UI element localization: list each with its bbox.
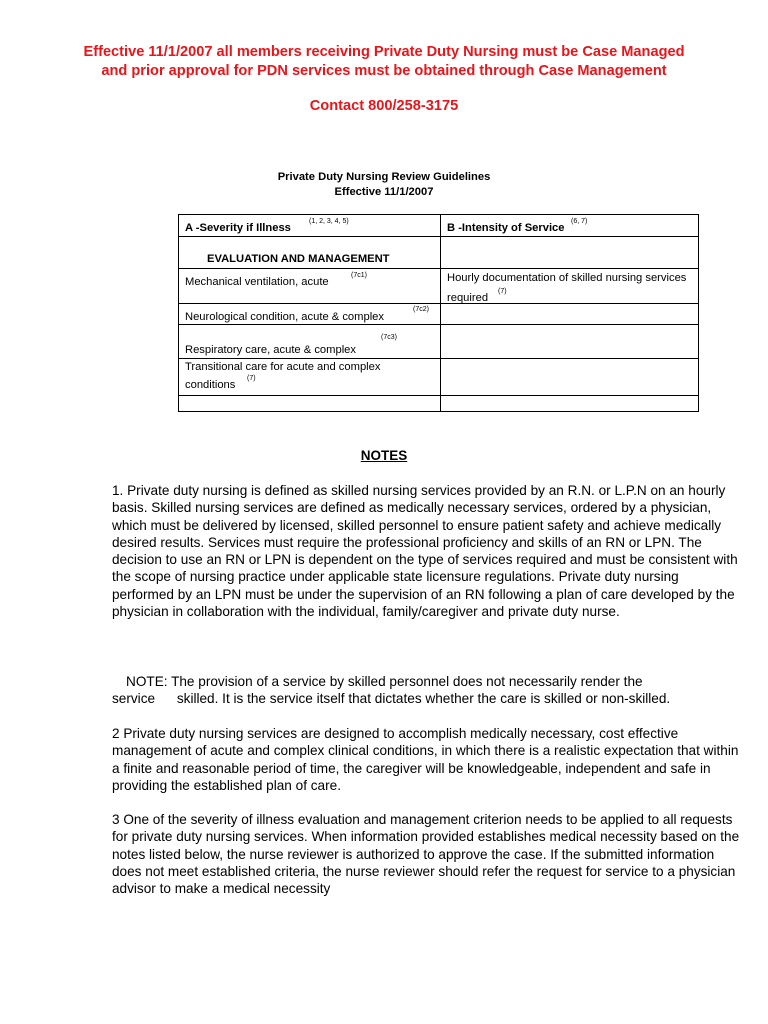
empty-cell	[441, 396, 699, 412]
criterion-ref: (7c2)	[413, 306, 429, 313]
empty-cell	[441, 237, 699, 269]
intensity-text-cont: required	[447, 292, 489, 304]
criterion-ref: (7)	[247, 375, 256, 382]
notice-line-1: Effective 11/1/2007 all members receiving Private Duty Nursing must be Case Managed	[83, 44, 685, 60]
table-header-row	[179, 215, 699, 237]
guidelines-table	[178, 214, 699, 412]
notes-heading: NOTES	[360, 448, 408, 463]
intensity-text: Hourly documentation of skilled nursing services	[447, 272, 687, 284]
note-caveat-text-cont: skilled. It is the service itself that dictates whether the care is skilled or non-skilled.	[176, 691, 671, 706]
table-cell	[179, 304, 441, 325]
criterion-text: Mechanical ventilation, acute	[185, 276, 329, 288]
table-section-row	[179, 237, 699, 269]
table-cell	[179, 325, 441, 359]
document-title: Private Duty Nursing Review Guidelines	[277, 171, 491, 183]
table-row	[179, 396, 699, 412]
column-a-header	[179, 215, 441, 237]
note-caveat-line-2	[112, 690, 742, 707]
table-cell	[179, 359, 441, 396]
criterion-text: Respiratory care, acute & complex	[185, 344, 356, 356]
note-3: 3 One of the severity of illness evaluation and management criterion needs to be applied to all requests for private duty nursing services. When information provided establishes medical necessity based on the notes listed below, the nurse reviewer is authorized to approve the case. If the submitted information does not meet established criteria, the nurse reviewer should refer the request for service to a physician advisor to make a medical necessity	[112, 812, 740, 897]
column-b-header	[441, 215, 699, 237]
column-b-refs: (6, 7)	[571, 218, 588, 225]
table-cell	[441, 269, 699, 304]
note-2: 2 Private duty nursing services are designed to accomplish medically necessary, cost effective management of acute and complex clinical conditions, in which there is a realistic expectation that within a finite and reasonable period of time, the caregiver will be knowledgeable, independent and safe in providing the established plan of care.	[112, 726, 739, 793]
criterion-text: Neurological condition, acute & complex	[185, 311, 384, 323]
note-1: 1. Private duty nursing is defined as skilled nursing services provided by an R.N. or L.P.N on an hourly basis. Skilled nursing services are defined as medically necessary services, ordered by a physician, which must be delivered by licensed, skilled personnel to ensure patient safety and achieve medically desired results. Services must require the professional proficiency and skills of an RN or LPN. The decision to use an RN or LPN is dependent on the type of services required and must be consistent with the scope of nursing practice under applicable state licensure regulations. Private duty nursing performed by an LPN must be under the supervision of an RN following a plan of care developed by the physician in collaboration with the individual, family/caregiver and private duty nurse.	[112, 483, 738, 620]
note-caveat-word: service	[112, 691, 156, 706]
empty-cell	[441, 304, 699, 325]
column-a-refs: (1, 2, 3, 4, 5)	[309, 218, 349, 225]
criterion-ref: (7c3)	[381, 334, 397, 341]
note-caveat-line-1	[112, 673, 742, 690]
table-row	[179, 325, 699, 359]
table-row	[179, 359, 699, 396]
notice-line-2: and prior approval for PDN services must be obtained through Case Management	[101, 63, 667, 79]
table-row	[179, 269, 699, 304]
criterion-text: Transitional care for acute and complex	[185, 361, 381, 373]
document-effective-date: Effective 11/1/2007	[334, 186, 434, 198]
note-caveat-text: NOTE: The provision of a service by skilled personnel does not necessarily render the	[126, 674, 643, 689]
table-row	[179, 304, 699, 325]
section-heading: EVALUATION AND MANAGEMENT	[207, 253, 390, 265]
column-b-label: B -Intensity of Service	[447, 222, 565, 234]
contact-phone: Contact 800/258-3175	[309, 98, 459, 114]
column-a-label: A -Severity if Illness	[185, 222, 291, 234]
section-cell	[179, 237, 441, 269]
criterion-ref: (7c1)	[351, 272, 367, 279]
empty-cell	[179, 396, 441, 412]
table-cell	[179, 269, 441, 304]
empty-cell	[441, 359, 699, 396]
empty-cell	[441, 325, 699, 359]
intensity-ref: (7)	[498, 288, 507, 295]
criterion-text-cont: conditions	[185, 379, 236, 391]
